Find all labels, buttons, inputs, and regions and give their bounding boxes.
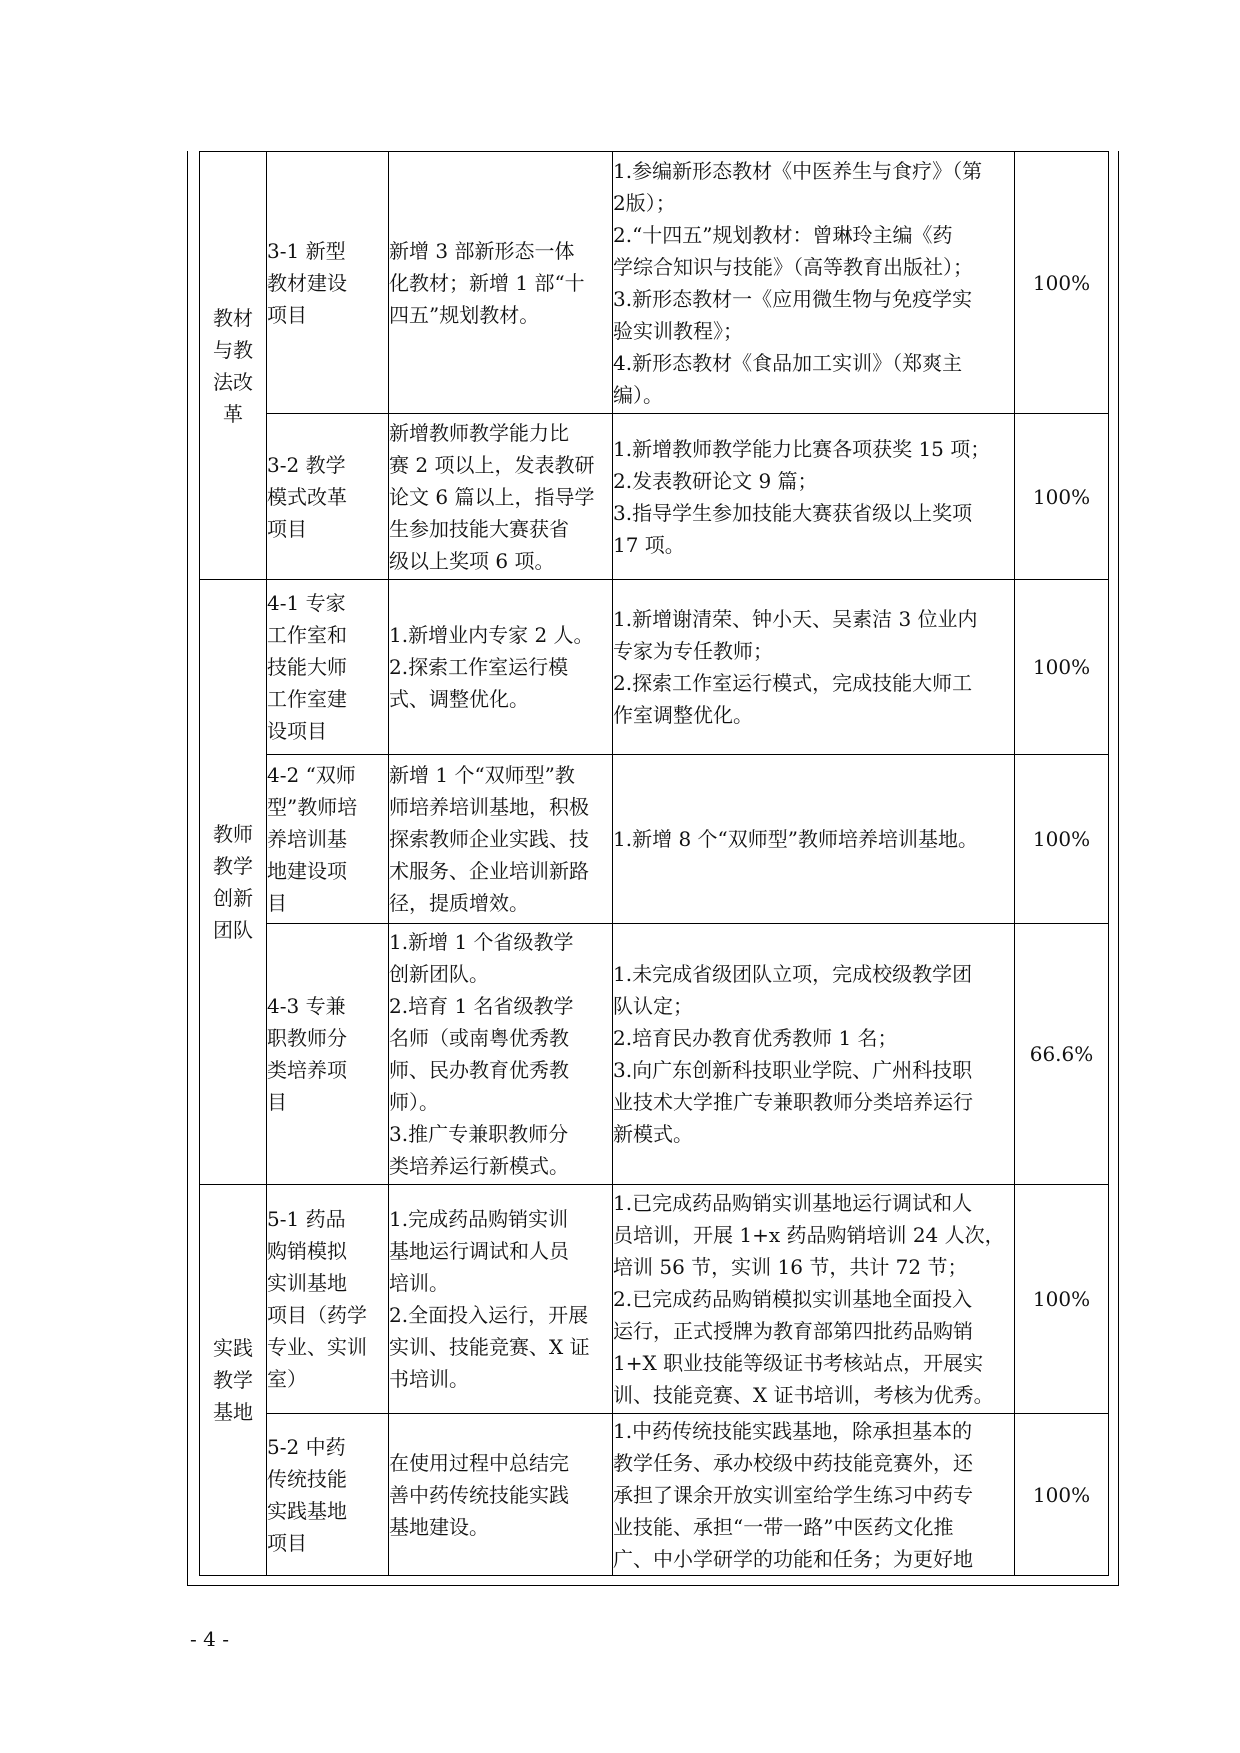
text-line: 编）。: [613, 382, 663, 407]
text-line: 探索教师企业实践、技: [389, 827, 589, 851]
text-line: 生参加技能大赛获省: [389, 516, 569, 541]
text-line: 径，提质增效。: [389, 891, 529, 915]
text-line: 团队: [213, 918, 253, 942]
text-line: 购销模拟: [267, 1239, 347, 1263]
category-cell: [200, 580, 267, 1185]
text-line: 验实训教程》；: [613, 318, 743, 343]
rate-cell: [1015, 1414, 1109, 1576]
result-cell: [613, 580, 1015, 755]
text-line: 教学: [213, 1368, 253, 1392]
target-cell: [389, 580, 613, 755]
text-line: 养培训基: [267, 827, 347, 851]
table-row: [200, 755, 1109, 924]
result-text: [613, 958, 1014, 1150]
project-cell: [267, 1185, 389, 1414]
result-text: [613, 1415, 1014, 1575]
project-text: [267, 1203, 388, 1395]
completion-rate: 66.6%: [1029, 1042, 1094, 1066]
text-line: 基地运行调试和人员: [389, 1239, 569, 1263]
result-text: [613, 155, 1014, 411]
text-line: 目: [267, 1090, 287, 1114]
text-line: 化教材；新增 1 部“十: [389, 270, 585, 295]
target-text: [389, 759, 612, 919]
text-line: 工作室和: [267, 623, 347, 647]
text-line: 1+X 职业技能等级证书考核站点，开展实: [613, 1351, 984, 1375]
rate-cell: [1015, 414, 1109, 580]
text-line: 职教师分: [267, 1026, 347, 1050]
rate-cell: [1015, 152, 1109, 414]
text-line: 工作室建: [267, 687, 347, 711]
result-cell: [613, 152, 1015, 414]
table-row: [200, 414, 1109, 580]
target-text: [389, 1203, 612, 1395]
table-row: [200, 580, 1109, 755]
project-cell: [267, 1414, 389, 1576]
text-line: 实践基地: [267, 1498, 347, 1523]
text-line: 创新团队。: [389, 962, 489, 986]
target-text: [389, 619, 612, 715]
text-line: 2.“十四五”规划教材：曾琳玲主编《药: [613, 222, 953, 247]
text-line: 教学: [213, 854, 253, 878]
target-text: [389, 1447, 612, 1543]
project-text: [267, 759, 388, 919]
completion-rate: 100%: [1032, 1287, 1091, 1311]
text-line: 论文 6 篇以上，指导学: [389, 484, 595, 509]
text-line: 1.新增业内专家 2 人。: [389, 623, 594, 647]
result-cell: [613, 1414, 1015, 1576]
text-line: 1.新增 8 个“双师型”教师培养培训基地。: [613, 827, 978, 851]
result-text: [613, 433, 1014, 561]
project-cell: [267, 152, 389, 414]
text-line: 1.已完成药品购销实训基地运行调试和人: [613, 1191, 973, 1215]
text-line: 2.探索工作室运行模式，完成技能大师工: [613, 671, 973, 695]
text-line: 法改: [213, 369, 253, 394]
text-line: 新增 1 个“双师型”教: [389, 763, 575, 787]
text-line: 式、调整优化。: [389, 687, 529, 711]
rate-cell: [1015, 924, 1109, 1185]
text-line: 2.探索工作室运行模: [389, 655, 569, 679]
text-line: 广、中小学研学的功能和任务；为更好地: [613, 1546, 973, 1571]
text-line: 4-3 专兼: [267, 994, 346, 1018]
text-line: 师）。: [389, 1090, 439, 1114]
text-line: 型”教师培: [267, 795, 358, 819]
text-line: 与教: [213, 337, 253, 362]
text-line: 5-1 药品: [267, 1207, 346, 1231]
text-line: 师、民办教育优秀教: [389, 1058, 569, 1082]
category-text: [200, 302, 266, 430]
text-line: 类培养项: [267, 1058, 347, 1082]
project-cell: [267, 580, 389, 755]
target-text: [389, 926, 612, 1182]
text-line: 目: [267, 891, 287, 915]
text-line: 地建设项: [267, 859, 347, 883]
text-line: 在使用过程中总结完: [389, 1450, 569, 1475]
text-line: 教材建设: [267, 270, 347, 295]
text-line: 3-1 新型: [267, 238, 346, 263]
text-line: 2.已完成药品购销模拟实训基地全面投入: [613, 1287, 973, 1311]
completion-rate: 100%: [1032, 655, 1091, 679]
project-cell: [267, 924, 389, 1185]
text-line: 4-2 “双师: [267, 763, 356, 787]
text-line: 教材: [213, 305, 253, 330]
text-line: 教学任务、承办校级中药技能竞赛外，还: [613, 1450, 973, 1475]
text-line: 员培训，开展 1+x 药品购销培训 24 人次，: [613, 1223, 1005, 1247]
text-line: 运行，正式授牌为教育部第四批药品购销: [613, 1319, 973, 1343]
project-cell: [267, 755, 389, 924]
text-line: 3-2 教学: [267, 452, 346, 477]
target-cell: [389, 755, 613, 924]
text-line: 新增教师教学能力比: [389, 420, 569, 445]
completion-rate: 100%: [1032, 1482, 1091, 1507]
completion-rate: 100%: [1032, 270, 1091, 295]
project-text: [267, 587, 388, 747]
target-cell: [389, 1185, 613, 1414]
text-line: 1.新增 1 个省级教学: [389, 930, 574, 954]
text-line: 模式改革: [267, 484, 347, 509]
project-text: [267, 990, 388, 1118]
result-text: [613, 823, 1014, 855]
text-line: 5-2 中药: [267, 1434, 346, 1459]
table-row: [200, 924, 1109, 1185]
text-line: 1.未完成省级团队立项，完成校级教学团: [613, 962, 973, 986]
project-text: [267, 1431, 388, 1559]
text-line: 专业、实训: [267, 1335, 367, 1359]
text-line: 3.指导学生参加技能大赛获省级以上奖项: [613, 500, 973, 525]
text-line: 4-1 专家: [267, 591, 346, 615]
text-line: 技能大师: [267, 655, 347, 679]
text-line: 承担了课余开放实训室给学生练习中药专: [613, 1482, 973, 1507]
result-cell: [613, 924, 1015, 1185]
rate-cell: [1015, 580, 1109, 755]
text-line: 实训、技能竞赛、X 证: [389, 1335, 590, 1359]
text-line: 业技能、承担“一带一路”中医药文化推: [613, 1514, 954, 1539]
text-line: 项目: [267, 302, 307, 327]
text-line: 类培养运行新模式。: [389, 1154, 569, 1178]
text-line: 1.新增教师教学能力比赛各项获奖 15 项；: [613, 436, 991, 461]
result-text: [613, 603, 1014, 731]
text-line: 四五”规划教材。: [389, 302, 540, 327]
text-line: 赛 2 项以上，发表教研: [389, 452, 595, 477]
text-line: 级以上奖项 6 项。: [389, 548, 555, 573]
text-line: 实训基地: [267, 1271, 347, 1295]
text-line: 基地建设。: [389, 1514, 489, 1539]
target-cell: [389, 152, 613, 414]
category-text: [200, 818, 266, 946]
text-line: 3.推广专兼职教师分: [389, 1122, 569, 1146]
target-text: [389, 235, 612, 331]
completion-rate: 100%: [1032, 827, 1091, 851]
text-line: 传统技能: [267, 1466, 347, 1491]
text-line: 革: [223, 401, 243, 426]
text-line: 教师: [213, 822, 253, 846]
text-line: 名师（或南粤优秀教: [389, 1026, 569, 1050]
text-line: 培训 56 节，实训 16 节，共计 72 节；: [613, 1255, 968, 1279]
text-line: 业技术大学推广专兼职教师分类培养运行: [613, 1090, 973, 1114]
text-line: 2.发表教研论文 9 篇；: [613, 468, 818, 493]
project-table: [199, 151, 1109, 1576]
text-line: 专家为专任教师；: [613, 639, 773, 663]
text-line: 善中药传统技能实践: [389, 1482, 569, 1507]
rate-cell: [1015, 755, 1109, 924]
target-text: [389, 417, 612, 577]
text-line: 训、技能竞赛、X 证书培训，考核为优秀。: [613, 1383, 994, 1407]
text-line: 培训。: [389, 1271, 449, 1295]
category-text: [200, 1332, 266, 1428]
text-line: 2.培育民办教育优秀教师 1 名；: [613, 1026, 898, 1050]
text-line: 2.全面投入运行，开展: [389, 1303, 589, 1327]
text-line: 1.新增谢清荣、钟小天、吴素洁 3 位业内: [613, 607, 978, 631]
text-line: 17 项。: [613, 532, 685, 557]
text-line: 4.新形态教材《食品加工实训》（郑爽主: [613, 350, 963, 375]
text-line: 2版）；: [613, 190, 676, 215]
text-line: 3.新形态教材一《应用微生物与免疫学实: [613, 286, 973, 311]
result-text: [613, 1187, 1014, 1411]
text-line: 项目: [267, 516, 307, 541]
text-line: 1.中药传统技能实践基地，除承担基本的: [613, 1418, 973, 1443]
target-cell: [389, 924, 613, 1185]
text-line: 队认定；: [613, 994, 693, 1018]
text-line: 术服务、企业培训新路: [389, 859, 589, 883]
text-line: 3.向广东创新科技职业学院、广州科技职: [613, 1058, 973, 1082]
target-cell: [389, 414, 613, 580]
page-number: - 4 -: [190, 1627, 229, 1651]
text-line: 书培训。: [389, 1367, 469, 1391]
text-line: 学综合知识与技能》（高等教育出版社）；: [613, 254, 973, 279]
text-line: 1.完成药品购销实训: [389, 1207, 569, 1231]
text-line: 师培养培训基地，积极: [389, 795, 589, 819]
text-line: 2.培育 1 名省级教学: [389, 994, 574, 1018]
project-cell: [267, 414, 389, 580]
target-cell: [389, 1414, 613, 1576]
text-line: 1.参编新形态教材《中医养生与食疗》（第: [613, 158, 983, 183]
text-line: 基地: [213, 1400, 253, 1424]
text-line: 新增 3 部新形态一体: [389, 238, 575, 263]
project-text: [267, 449, 388, 545]
table-row: [200, 152, 1109, 414]
text-line: 创新: [213, 886, 253, 910]
rate-cell: [1015, 1185, 1109, 1414]
text-line: 室）: [267, 1367, 307, 1391]
result-cell: [613, 755, 1015, 924]
text-line: 项目（药学: [267, 1303, 367, 1327]
text-line: 设项目: [267, 719, 327, 743]
completion-rate: 100%: [1032, 484, 1091, 509]
table-row: [200, 1185, 1109, 1414]
text-line: 项目: [267, 1530, 307, 1555]
result-cell: [613, 1185, 1015, 1414]
text-line: 新模式。: [613, 1122, 693, 1146]
table-row: [200, 1414, 1109, 1576]
result-cell: [613, 414, 1015, 580]
text-line: 作室调整优化。: [613, 703, 753, 727]
category-cell: [200, 1185, 267, 1576]
text-line: 实践: [213, 1336, 253, 1360]
project-text: [267, 235, 388, 331]
category-cell: [200, 152, 267, 580]
